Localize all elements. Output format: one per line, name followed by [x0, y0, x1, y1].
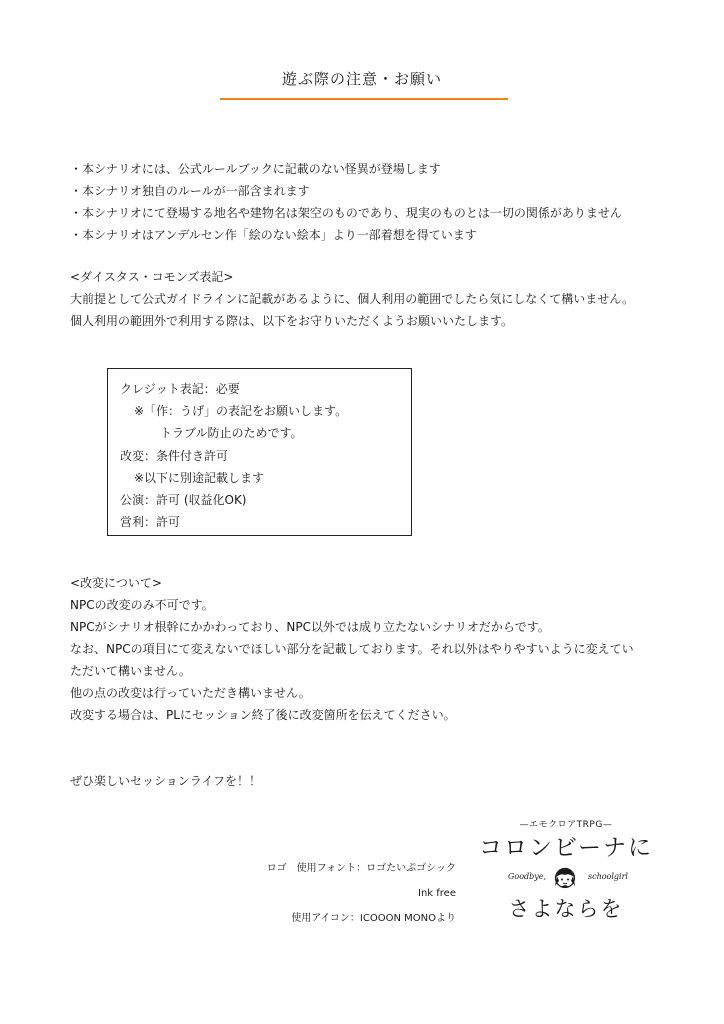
logo-title-top: コロンビーナに	[478, 835, 654, 861]
modify-line: ただいて構いません。	[70, 664, 191, 678]
license-line: 大前提として公式ガイドラインに記載があるように、個人利用の範囲でしたら気にしなくて構いません。	[70, 292, 635, 306]
note-item: ・本シナリオはアンデルセン作「絵のない絵本」より一部着想を得ています	[70, 228, 477, 242]
credit-required: クレジット表記：必要	[120, 382, 240, 396]
modify-section	[70, 572, 634, 726]
icon-credit: 使用アイコン：ICOOON MONOより	[291, 913, 456, 924]
logo-subtitle: —エモクロアTRPG—	[519, 820, 613, 830]
title-underline	[220, 98, 508, 100]
license-section	[70, 266, 634, 332]
modify-line: 改変する場合は、PLにセッション終了後に改変箇所を伝えてください。	[70, 708, 456, 722]
modify-permission: 改変：条件付き許可	[120, 448, 229, 463]
logo-script-goodbye: Goodbye,	[508, 872, 547, 881]
modify-heading: <改変について>	[70, 576, 162, 590]
ink-free-credit: Ink free	[418, 888, 456, 899]
logo-middle-row	[476, 864, 656, 894]
note-item: ・本シナリオ独自のルールが一部含まれます	[70, 184, 310, 198]
closing-message: ぜひ楽しいセッションライフを！！	[70, 774, 262, 788]
logo-script-schoolgirl: schoolgirl	[588, 872, 628, 881]
scenario-logo	[476, 818, 656, 924]
page-title: 遊ぶ際の注意・お願い	[281, 70, 442, 88]
schoolgirl-face-icon	[554, 867, 576, 893]
modify-line: 他の点の改変は行っていただき構いません。	[70, 686, 311, 700]
notes-list	[70, 158, 622, 246]
note-item: ・本シナリオには、公式ルールブックに記載のない怪異が登場します	[70, 162, 441, 176]
modify-line: NPCがシナリオ根幹にかかわっており、NPC以外では成り立たないシナリオだからです。	[70, 620, 550, 634]
license-heading: <ダイスタス・コモンズ表記>	[70, 270, 234, 284]
credit-note: ※「作：うげ」の表記をお願いします。	[134, 404, 348, 419]
modify-note: ※以下に別途記載します	[134, 470, 265, 485]
asset-credits	[267, 856, 456, 931]
modify-line: NPCの改変のみ不可です。	[70, 598, 214, 612]
commercial-permission: 営利：許可	[120, 515, 181, 530]
logo-font-credit: ロゴ 使用フォント：ロゴたいぷゴシック	[266, 863, 456, 874]
modify-line: なお、NPCの項目にて変えないでほしい部分を記載しております。それ以外はやりやすいように変えてい	[70, 642, 634, 656]
logo-title-bottom: さよならを	[508, 897, 624, 921]
perform-permission: 公演：許可 (収益化OK)	[120, 493, 247, 508]
credit-note-reason: トラブル防止のためです。	[160, 426, 303, 441]
license-line: 個人利用の範囲外で利用する際は、以下をお守りいただくようお願いいたします。	[70, 314, 514, 328]
note-item: ・本シナリオにて登場する地名や建物名は架空のものであり、現実のものとは一切の関係がありません	[70, 206, 622, 220]
credit-box	[107, 368, 412, 536]
